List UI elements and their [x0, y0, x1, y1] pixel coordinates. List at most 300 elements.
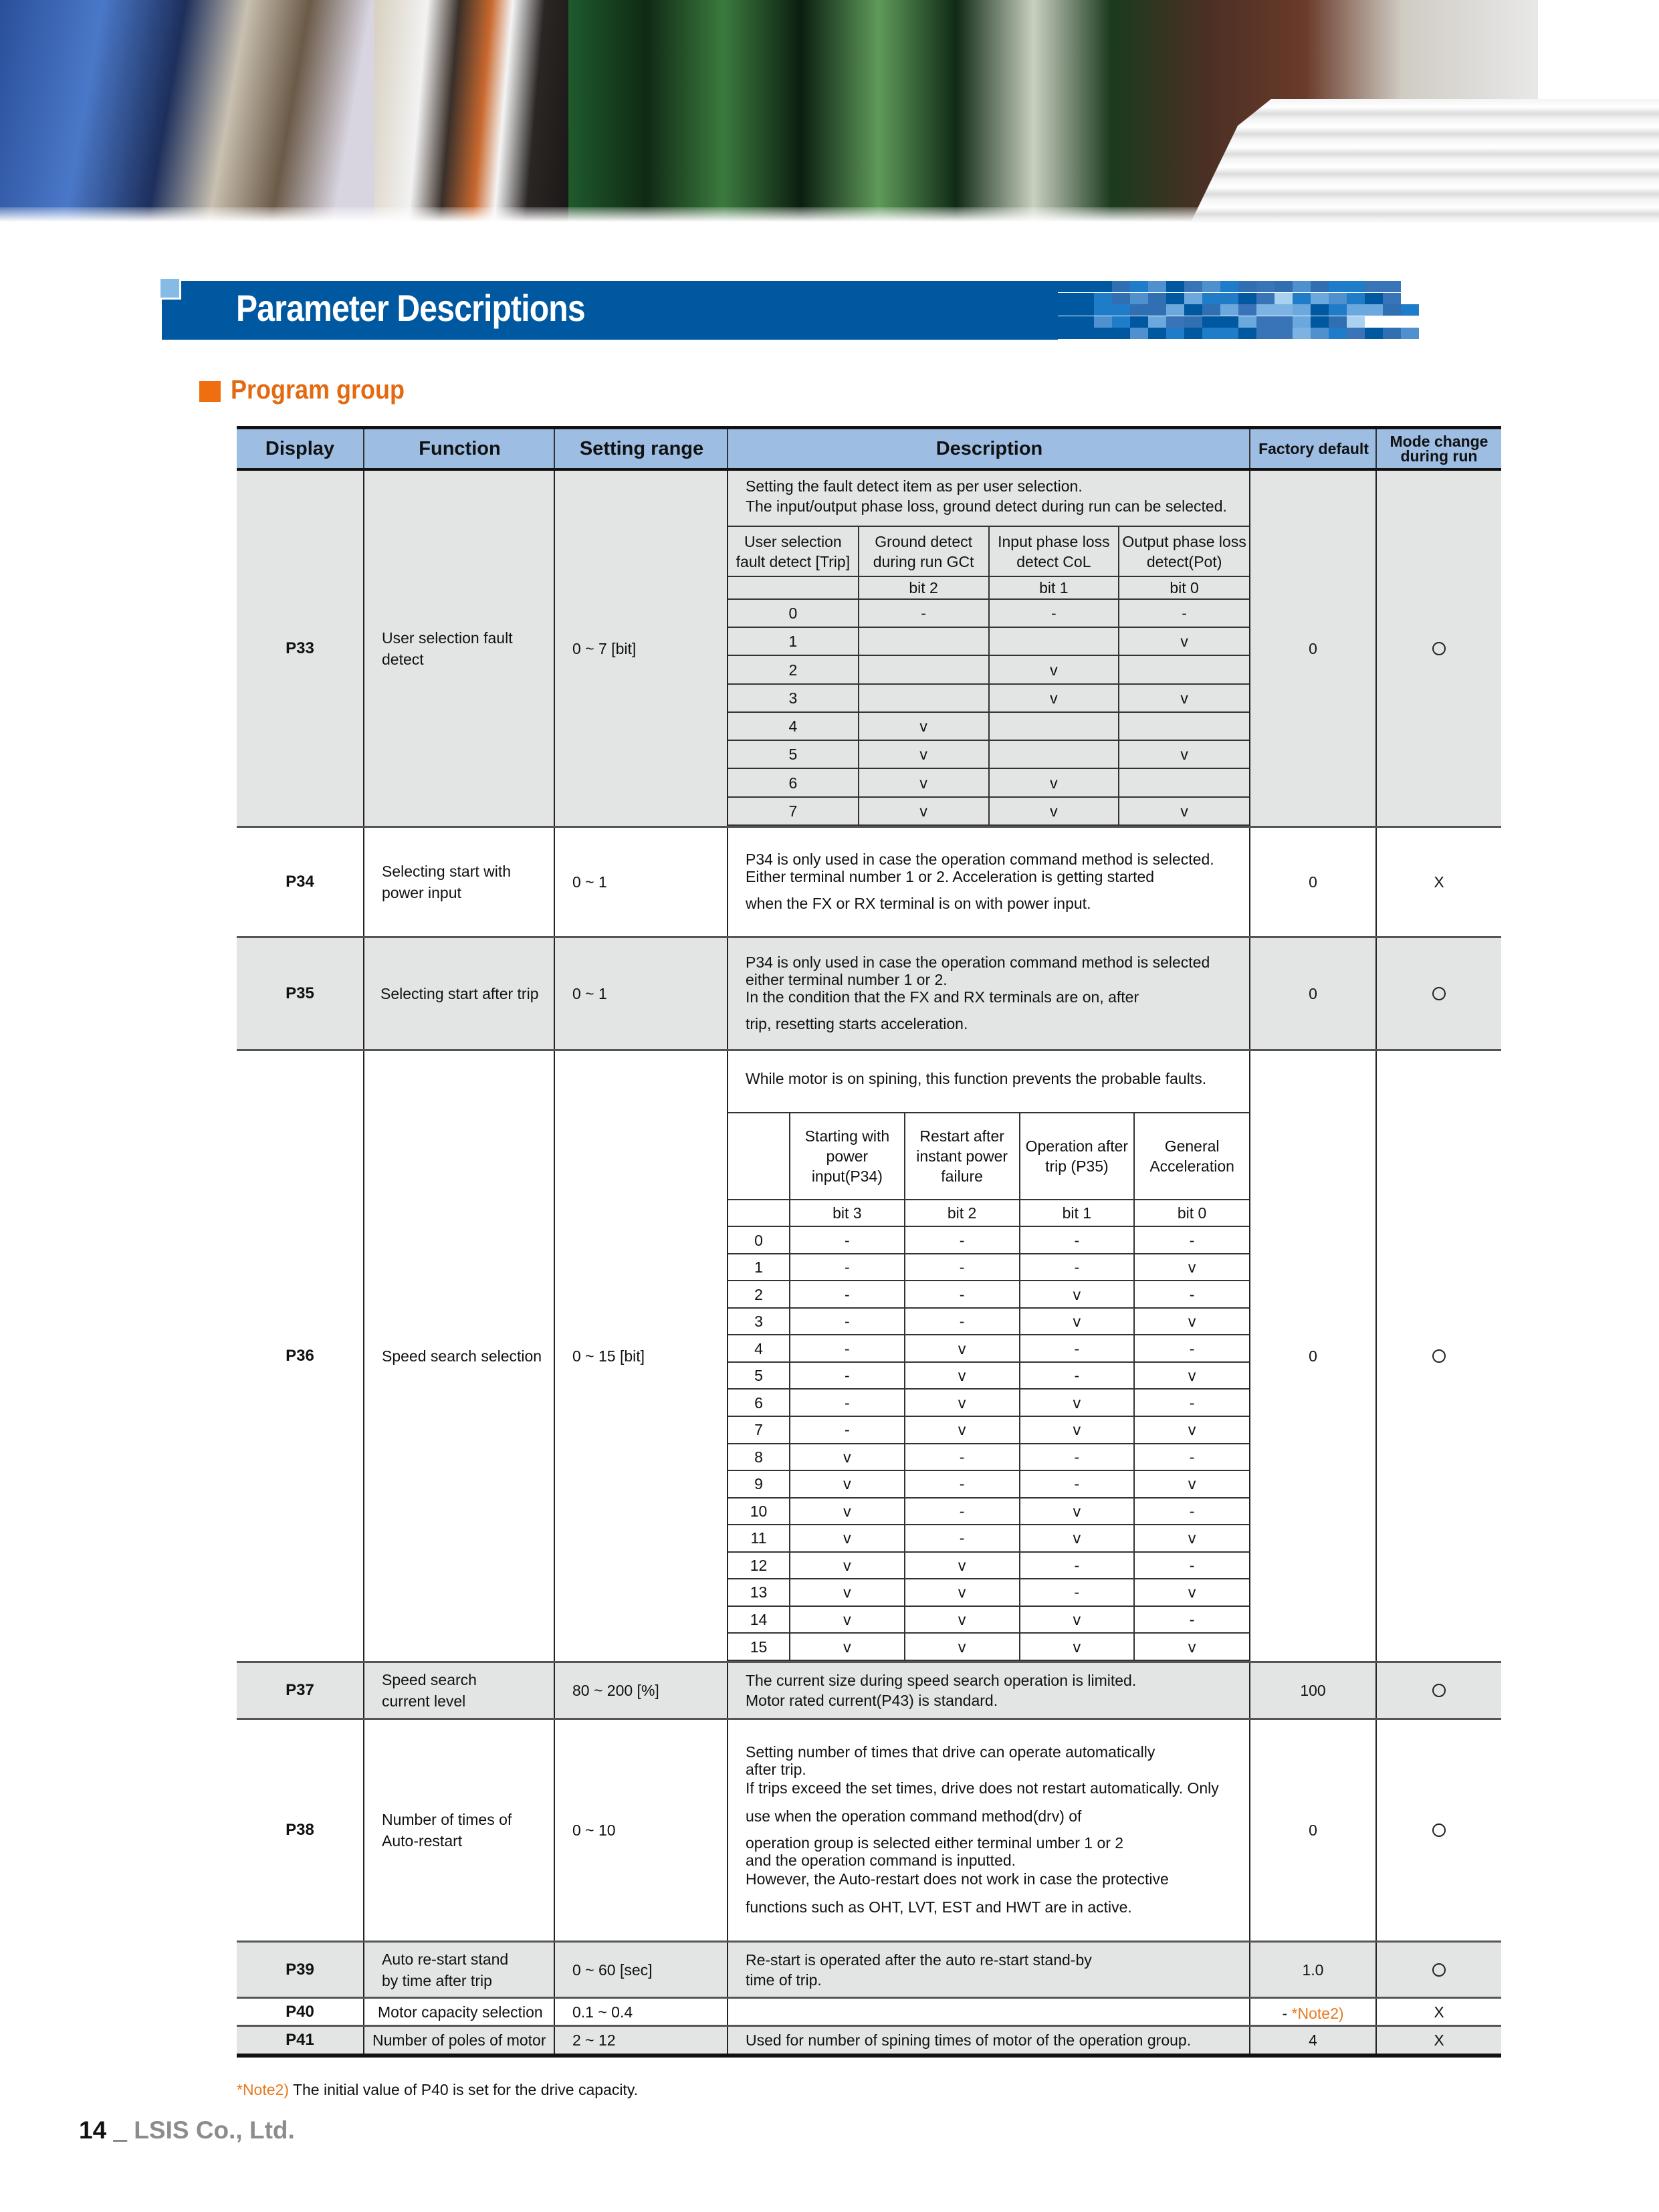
- bit-flag: v: [1020, 1308, 1135, 1335]
- sub-header: [728, 1113, 790, 1200]
- photo-control-panel: [0, 0, 374, 222]
- setting-range: 0 ~ 10: [554, 1720, 727, 1941]
- table-row-p35: [237, 938, 1501, 1051]
- description-line: Setting number of times that drive can operate automatically: [746, 1743, 1155, 1761]
- bit-label: bit 1: [989, 576, 1119, 599]
- mosaic-tile: [1184, 293, 1202, 304]
- table-row-p39: [237, 1943, 1501, 1999]
- bit-flag: v: [790, 1633, 905, 1660]
- mosaic-tile: [1293, 281, 1311, 292]
- bit-flag: v: [1020, 1606, 1135, 1634]
- description-line: Setting the fault detect item as per user selection.: [746, 477, 1083, 495]
- mosaic-tile: [1238, 304, 1256, 316]
- description-cell: [727, 1663, 1249, 1718]
- display-code: P39: [286, 1960, 314, 1979]
- bit-value-index: 9: [728, 1470, 790, 1498]
- bit-table-row: [728, 1362, 1249, 1390]
- mosaic-tile: [1112, 281, 1130, 292]
- mosaic-tile: [1383, 281, 1401, 292]
- mosaic-tile: [1238, 316, 1256, 328]
- section-title: Program group: [231, 375, 405, 405]
- bit-flag: -: [790, 1362, 905, 1390]
- description-line: Re-start is operated after the auto re-start stand-by: [746, 1951, 1092, 1969]
- description-cell: [727, 2027, 1249, 2054]
- table-row-p40: [237, 1999, 1501, 2027]
- mosaic-tile: [1148, 304, 1166, 316]
- mosaic-tile: [1112, 304, 1130, 316]
- bit-flag: -: [790, 1226, 905, 1254]
- function-name: Speed search selection: [363, 1051, 554, 1661]
- bit-label: [728, 1200, 790, 1227]
- mode-change: [1375, 1943, 1501, 1997]
- table-row-p34: [237, 828, 1501, 938]
- note-reference: *Note2): [1291, 2004, 1344, 2022]
- bit-flag: v: [1020, 1416, 1135, 1444]
- bit-flag: -: [1020, 1226, 1135, 1254]
- bit-flag: -: [905, 1525, 1020, 1552]
- sub-header: Output phase loss detect(Pot): [1119, 526, 1249, 576]
- bit-flag: -: [1134, 1552, 1249, 1579]
- bit-flag: -: [790, 1281, 905, 1308]
- bit-value-index: 2: [728, 655, 859, 683]
- mosaic-tile: [1112, 316, 1130, 328]
- bit-flag: -: [790, 1335, 905, 1362]
- circle-mark-icon: [1432, 987, 1446, 1000]
- factory-default: 0: [1249, 938, 1375, 1049]
- setting-range: 2 ~ 12: [554, 2027, 727, 2054]
- bit-label: bit 3: [790, 1200, 905, 1227]
- mosaic-tile: [1112, 328, 1130, 339]
- mosaic-tile: [1220, 316, 1238, 328]
- mosaic-tile: [1220, 328, 1238, 339]
- bit-flag: v: [1020, 1633, 1135, 1660]
- description-line: when the FX or RX terminal is on with power input.: [746, 895, 1091, 912]
- description-cell: [727, 1051, 1249, 1661]
- mosaic-tile: [1275, 328, 1293, 339]
- circle-mark-icon: [1432, 1684, 1446, 1697]
- description-line: operation group is selected either terminal umber 1 or 2: [746, 1834, 1124, 1852]
- mosaic-tile: [1383, 328, 1401, 339]
- mosaic-tile: [1347, 293, 1365, 304]
- description-cell: [727, 828, 1249, 936]
- bit-table-row: [728, 1416, 1249, 1444]
- bit-flag: -: [905, 1308, 1020, 1335]
- mosaic-tile: [1148, 293, 1166, 304]
- description-line: after trip.: [746, 1761, 806, 1778]
- bit-value-index: 7: [728, 1416, 790, 1444]
- bit-value-index: 4: [728, 712, 859, 740]
- description-line: Either terminal number 1 or 2. Acceleration is getting started: [746, 868, 1155, 885]
- bit-flag: v: [1119, 740, 1249, 768]
- bit-flag: v: [1134, 1254, 1249, 1281]
- bit-value-index: 13: [728, 1579, 790, 1606]
- description-line: time of trip.: [746, 1971, 822, 1989]
- bit-table-row: [728, 627, 1249, 655]
- bit-value-index: 5: [728, 1362, 790, 1390]
- bit-value-index: 3: [728, 684, 859, 712]
- mosaic-tile: [1148, 281, 1166, 292]
- description-text: [728, 851, 1214, 913]
- bit-flag: [1119, 768, 1249, 796]
- bit-flag: v: [905, 1606, 1020, 1634]
- description-line: Used for number of spining times of motor of the operation group.: [746, 2031, 1192, 2049]
- mosaic-tile: [1184, 281, 1202, 292]
- mosaic-tile: [1094, 304, 1112, 316]
- sub-header: Operation after trip (P35): [1020, 1113, 1135, 1200]
- mosaic-tile: [1401, 316, 1419, 328]
- bit-flag: v: [859, 768, 989, 796]
- factory-default: 4: [1249, 2027, 1375, 2054]
- setting-range: 0 ~ 60 [sec]: [554, 1943, 727, 1997]
- mosaic-tile: [1311, 328, 1329, 339]
- footnote-text: The initial value of P40 is set for the drive capacity.: [288, 2081, 639, 2098]
- mode-change: [1375, 471, 1501, 826]
- mosaic-tile: [1365, 293, 1383, 304]
- mosaic-tile: [1256, 328, 1275, 339]
- description-line: either terminal number 1 or 2.: [746, 971, 948, 988]
- factory-default: 100: [1249, 1663, 1375, 1718]
- header-display: Display: [265, 438, 335, 459]
- factory-default: 0: [1249, 1051, 1375, 1661]
- bit-flag: v: [1134, 1470, 1249, 1498]
- mosaic-tile: [1148, 316, 1166, 328]
- table-row-p38: [237, 1720, 1501, 1943]
- setting-range: 0 ~ 15 [bit]: [554, 1051, 727, 1661]
- mosaic-tile: [1076, 281, 1094, 292]
- mosaic-tile: [1094, 316, 1112, 328]
- bit-flag: -: [1134, 1444, 1249, 1471]
- mosaic-tile: [1293, 316, 1311, 328]
- bit-table-row: [728, 1226, 1249, 1254]
- mode-change: [1375, 1663, 1501, 1718]
- mosaic-tile: [1166, 281, 1184, 292]
- bit-table-row: [728, 1281, 1249, 1308]
- mosaic-tile: [1094, 281, 1112, 292]
- description-line: In the condition that the FX and RX terminals are on, after: [746, 988, 1139, 1006]
- mosaic-tile: [1220, 304, 1238, 316]
- header-function: Function: [363, 429, 555, 468]
- header-mode-change: Mode change during run: [1375, 429, 1501, 468]
- mosaic-tile: [1256, 293, 1275, 304]
- table-header: [237, 426, 1501, 471]
- table-row-p36: [237, 1051, 1501, 1663]
- default-value: -: [1282, 2004, 1288, 2022]
- mosaic-tile: [1383, 293, 1401, 304]
- mosaic-tile: [1058, 328, 1076, 339]
- bit-table-row: [728, 797, 1249, 825]
- footnote: [237, 2081, 638, 2099]
- mosaic-tile: [1311, 316, 1329, 328]
- description-line: If trips exceed the set times, drive does not restart automatically. Only: [746, 1779, 1219, 1797]
- mosaic-tile: [1166, 304, 1184, 316]
- bit-value-index: 6: [728, 768, 859, 796]
- function-name: User selection fault detect: [363, 471, 554, 826]
- mosaic-tile: [1076, 316, 1094, 328]
- mosaic-tile: [1329, 281, 1347, 292]
- mosaic-tile: [1293, 328, 1311, 339]
- bit-flag: v: [905, 1335, 1020, 1362]
- bit-table-row: [728, 1552, 1249, 1579]
- bit-flag: [989, 712, 1119, 740]
- bit-flag: v: [989, 684, 1119, 712]
- bit-flag: [859, 684, 989, 712]
- mosaic-tile: [1401, 293, 1419, 304]
- description-text: [728, 1670, 1136, 1710]
- bit-table-row: [728, 655, 1249, 683]
- mosaic-tile: [1365, 281, 1383, 292]
- bit-label: bit 1: [1020, 1200, 1135, 1227]
- bit-table-row: [728, 684, 1249, 712]
- bit-label: bit 0: [1134, 1200, 1249, 1227]
- section-bullet-square: [199, 381, 221, 402]
- setting-range: 0 ~ 7 [bit]: [554, 471, 727, 826]
- function-name: Selecting start after trip: [363, 938, 554, 1049]
- mosaic-tile: [1058, 316, 1076, 328]
- bit-flag: v: [1119, 684, 1249, 712]
- bit-flag: v: [1020, 1525, 1135, 1552]
- bit-value-index: 7: [728, 797, 859, 825]
- function-name: Auto re-start stand by time after trip: [363, 1943, 554, 1997]
- bit-flag: -: [1134, 1335, 1249, 1362]
- mosaic-tile: [1275, 281, 1293, 292]
- mosaic-tile: [1130, 293, 1148, 304]
- description-cell: [727, 938, 1249, 1049]
- fault-detect-bit-table: [728, 526, 1249, 826]
- bit-flag: -: [1020, 1444, 1135, 1471]
- bit-table-row: [728, 1470, 1249, 1498]
- bit-flag: v: [1119, 627, 1249, 655]
- mosaic-tile: [1293, 293, 1311, 304]
- mosaic-tile: [1275, 293, 1293, 304]
- mosaic-tile: [1130, 316, 1148, 328]
- factory-default: [1249, 1999, 1375, 2025]
- bit-table-row: [728, 1389, 1249, 1416]
- factory-default: 1.0: [1249, 1943, 1375, 1997]
- bit-flag: v: [905, 1362, 1020, 1390]
- bit-flag: -: [1134, 1498, 1249, 1525]
- bit-flag: v: [989, 768, 1119, 796]
- mosaic-tile: [1094, 328, 1112, 339]
- circle-mark-icon: [1432, 1963, 1446, 1977]
- header-description: Description: [727, 429, 1250, 468]
- description-line: Motor rated current(P43) is standard.: [746, 1692, 998, 1709]
- bit-value-index: 12: [728, 1552, 790, 1579]
- mosaic-tile: [1112, 293, 1130, 304]
- mode-change: X: [1375, 1999, 1501, 2025]
- bit-flag: v: [989, 655, 1119, 683]
- bit-flag: -: [1134, 1389, 1249, 1416]
- description-line: However, the Auto-restart does not work in case the protective: [746, 1870, 1169, 1888]
- title-accent-square: [160, 279, 181, 300]
- mosaic-tile: [1130, 328, 1148, 339]
- bit-flag: [859, 655, 989, 683]
- page-footer: [79, 2116, 295, 2144]
- bit-flag: -: [790, 1254, 905, 1281]
- description-text: [728, 954, 1210, 1034]
- mosaic-tile: [1401, 328, 1419, 339]
- bit-table-row: [728, 1606, 1249, 1634]
- bit-table-row: [728, 1335, 1249, 1362]
- setting-range: 0 ~ 1: [554, 938, 727, 1049]
- setting-range: 0.1 ~ 0.4: [554, 1999, 727, 2025]
- mosaic-tile: [1275, 316, 1293, 328]
- footnote-mark: *Note2): [237, 2081, 289, 2098]
- bit-flag: -: [1020, 1254, 1135, 1281]
- bit-flag: v: [1134, 1633, 1249, 1660]
- banner-wave-decoration: [1191, 99, 1659, 222]
- bit-value-index: 14: [728, 1606, 790, 1634]
- circle-mark-icon: [1432, 1349, 1446, 1363]
- bit-value-index: 1: [728, 627, 859, 655]
- mosaic-tile: [1365, 304, 1383, 316]
- mosaic-tile: [1347, 281, 1365, 292]
- mode-change: [1375, 938, 1501, 1049]
- bit-flag: -: [1020, 1470, 1135, 1498]
- mosaic-tile: [1058, 293, 1076, 304]
- setting-range: 0 ~ 1: [554, 828, 727, 936]
- bit-flag: -: [1020, 1362, 1135, 1390]
- description-line: The input/output phase loss, ground detect during run can be selected.: [746, 497, 1227, 515]
- display-code: P38: [286, 1821, 314, 1839]
- bit-flag: [1119, 712, 1249, 740]
- mosaic-tile: [1076, 304, 1094, 316]
- display-code: P41: [286, 2031, 314, 2049]
- bit-flag: -: [905, 1281, 1020, 1308]
- bit-flag: -: [905, 1444, 1020, 1471]
- sub-header: General Acceleration: [1134, 1113, 1249, 1200]
- mode-change: [1375, 1720, 1501, 1941]
- mosaic-tile: [1256, 304, 1275, 316]
- bit-value-index: 5: [728, 740, 859, 768]
- bit-flag: -: [905, 1254, 1020, 1281]
- bit-value-index: 6: [728, 1389, 790, 1416]
- bit-flag: v: [790, 1579, 905, 1606]
- title-pixel-mosaic: [1058, 281, 1419, 340]
- description-line: use when the operation command method(drv) of: [746, 1807, 1082, 1825]
- mosaic-tile: [1256, 316, 1275, 328]
- bit-flag: [1119, 655, 1249, 683]
- bit-flag: v: [905, 1579, 1020, 1606]
- bit-value-index: 11: [728, 1525, 790, 1552]
- bit-flag: -: [1020, 1552, 1135, 1579]
- mosaic-tile: [1238, 293, 1256, 304]
- mosaic-tile: [1329, 293, 1347, 304]
- bit-flag: -: [1119, 599, 1249, 627]
- bit-flag: -: [790, 1308, 905, 1335]
- bit-flag: v: [790, 1498, 905, 1525]
- mosaic-tile: [1166, 316, 1184, 328]
- bit-flag: v: [1119, 797, 1249, 825]
- mode-change: [1375, 1051, 1501, 1661]
- circle-mark-icon: [1432, 642, 1446, 655]
- mosaic-tile: [1220, 281, 1238, 292]
- bit-table-row: [728, 1498, 1249, 1525]
- function-name: Speed search current level: [363, 1663, 554, 1718]
- bit-label: [728, 576, 859, 599]
- mosaic-tile: [1202, 328, 1220, 339]
- bit-flag: v: [1134, 1579, 1249, 1606]
- bit-flag: v: [989, 797, 1119, 825]
- mosaic-tile: [1202, 293, 1220, 304]
- photo-treadmill: [374, 0, 568, 222]
- bit-value-index: 4: [728, 1335, 790, 1362]
- mosaic-tile: [1311, 293, 1329, 304]
- description-text: [728, 1950, 1092, 1990]
- mosaic-tile: [1076, 328, 1094, 339]
- description-cell: [727, 1720, 1249, 1941]
- bit-table-row: [728, 1525, 1249, 1552]
- bit-flag: v: [1020, 1281, 1135, 1308]
- description-cell: [727, 1943, 1249, 1997]
- bit-flag: [859, 627, 989, 655]
- bit-flag: -: [1134, 1606, 1249, 1634]
- bit-table-row: [728, 1579, 1249, 1606]
- factory-default: 0: [1249, 1720, 1375, 1941]
- mosaic-tile: [1184, 316, 1202, 328]
- mosaic-tile: [1311, 281, 1329, 292]
- bit-table-row: [728, 1254, 1249, 1281]
- bit-flag: v: [1020, 1498, 1135, 1525]
- header-factory-default: Factory default: [1249, 429, 1377, 468]
- bit-value-index: 0: [728, 599, 859, 627]
- bit-flag: v: [905, 1389, 1020, 1416]
- bit-flag: [989, 627, 1119, 655]
- setting-range: 80 ~ 200 [%]: [554, 1663, 727, 1718]
- bit-flag: -: [859, 599, 989, 627]
- mosaic-tile: [1058, 281, 1076, 292]
- mosaic-tile: [1329, 316, 1347, 328]
- bit-value-index: 8: [728, 1444, 790, 1471]
- mosaic-tile: [1130, 304, 1148, 316]
- display-code: P37: [286, 1681, 314, 1699]
- bit-value-index: 1: [728, 1254, 790, 1281]
- description-line: P34 is only used in case the operation command method is selected.: [746, 851, 1214, 868]
- sub-header: Starting with power input(P34): [790, 1113, 905, 1200]
- display-code: P34: [286, 873, 314, 891]
- mosaic-tile: [1148, 328, 1166, 339]
- bit-label: bit 2: [859, 576, 989, 599]
- mosaic-tile: [1130, 281, 1148, 292]
- bit-table-row: [728, 712, 1249, 740]
- bit-flag: -: [905, 1226, 1020, 1254]
- mosaic-tile: [1347, 328, 1365, 339]
- description-line: The current size during speed search operation is limited.: [746, 1672, 1137, 1689]
- bit-flag: v: [790, 1606, 905, 1634]
- bit-label: bit 2: [905, 1200, 1020, 1227]
- bit-flag: -: [1134, 1281, 1249, 1308]
- sub-header: User selection fault detect [Trip]: [728, 526, 859, 576]
- mosaic-tile: [1094, 293, 1112, 304]
- bit-flag: v: [905, 1633, 1020, 1660]
- display-code: P36: [286, 1347, 314, 1365]
- bit-flag: [989, 740, 1119, 768]
- bit-label: bit 0: [1119, 576, 1249, 599]
- bit-flag: v: [1134, 1416, 1249, 1444]
- mosaic-tile: [1365, 316, 1383, 328]
- mosaic-tile: [1166, 328, 1184, 339]
- display-code: P35: [286, 984, 314, 1002]
- bit-flag: v: [790, 1525, 905, 1552]
- bit-flag: -: [790, 1416, 905, 1444]
- description-line: functions such as OHT, LVT, EST and HWT are in active.: [746, 1898, 1132, 1916]
- mosaic-tile: [1401, 281, 1419, 292]
- bit-table-row: [728, 768, 1249, 796]
- description-cell: [727, 1999, 1249, 2025]
- description-text: [728, 1051, 1206, 1089]
- header-photo-banner: [0, 0, 1659, 222]
- description-text: [728, 1743, 1219, 1917]
- mode-change: X: [1375, 2027, 1501, 2054]
